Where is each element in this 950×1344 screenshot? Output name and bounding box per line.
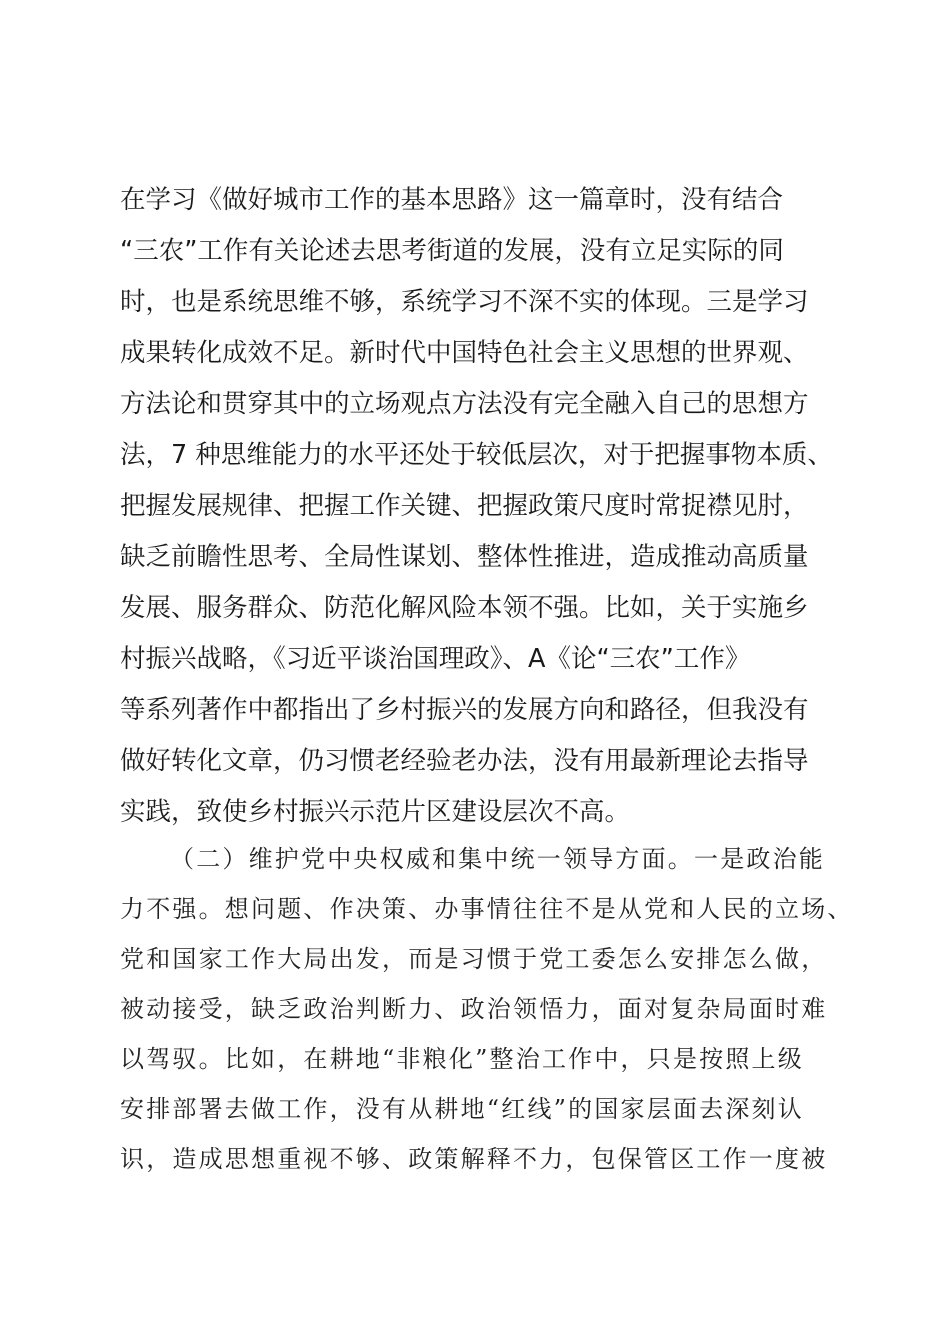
paragraph-2-line-7: 识，造成思想重视不够、政策解释不力，包保管区工作一度被: [120, 1145, 828, 1173]
paragraph-1-line-2: “三农”工作有关论述去思考街道的发展，没有立足实际的同: [120, 236, 784, 266]
paragraph-2-line-3: 党和国家工作大局出发，而是习惯于党工委怎么安排怎么做，: [120, 945, 828, 973]
paragraph-1-line-1: 在学习《做好城市工作的基本思路》这一篇章时，没有结合: [120, 185, 784, 215]
paragraph-1-line-7: 把握发展规律、把握工作关键、把握政策尺度时常捉襟见肘，: [120, 491, 809, 521]
paragraph-1-line-10: 村振兴战略，《习近平谈治国理政》、A《论“三农”工作》: [120, 644, 751, 674]
paragraph-1-line-5: 方法论和贯穿其中的立场观点方法没有完全融入自己的思想方: [120, 389, 809, 419]
paragraph-1-line-4: 成果转化成效不足。新时代中国特色社会主义思想的世界观、: [120, 338, 809, 368]
paragraph-2-line-4: 被动接受，缺乏政治判断力、政治领悟力，面对复杂局面时难: [120, 995, 828, 1023]
paragraph-1-line-9: 发展、服务群众、防范化解风险本领不强。比如，关于实施乡: [120, 593, 809, 623]
paragraph-2-line-2: 力不强。想问题、作决策、办事情往往不是从党和人民的立场、: [120, 895, 854, 923]
paragraph-1-line-3: 时，也是系统思维不够，系统学习不深不实的体现。三是学习: [120, 287, 809, 317]
paragraph-2-line-6: 安排部署去做工作，没有从耕地“红线”的国家层面去深刻认: [120, 1095, 804, 1123]
paragraph-2-line-1: （二）维护党中央权威和集中统一领导方面。一是政治能: [170, 845, 825, 873]
paragraph-1-line-13: 实践，致使乡村振兴示范片区建设层次不高。: [120, 797, 631, 827]
paragraph-1-line-12: 做好转化文章，仍习惯老经验老办法，没有用最新理论去指导: [120, 746, 809, 776]
paragraph-2-line-5: 以驾驭。比如，在耕地“非粮化”整治工作中，只是按照上级: [120, 1045, 804, 1073]
paragraph-1-line-11: 等系列著作中都指出了乡村振兴的发展方向和路径，但我没有: [120, 695, 809, 725]
paragraph-1-line-6: 法，7 种思维能力的水平还处于较低层次，对于把握事物本质、: [120, 440, 833, 470]
paragraph-1-line-8: 缺乏前瞻性思考、全局性谋划、整体性推进，造成推动高质量: [120, 542, 809, 572]
